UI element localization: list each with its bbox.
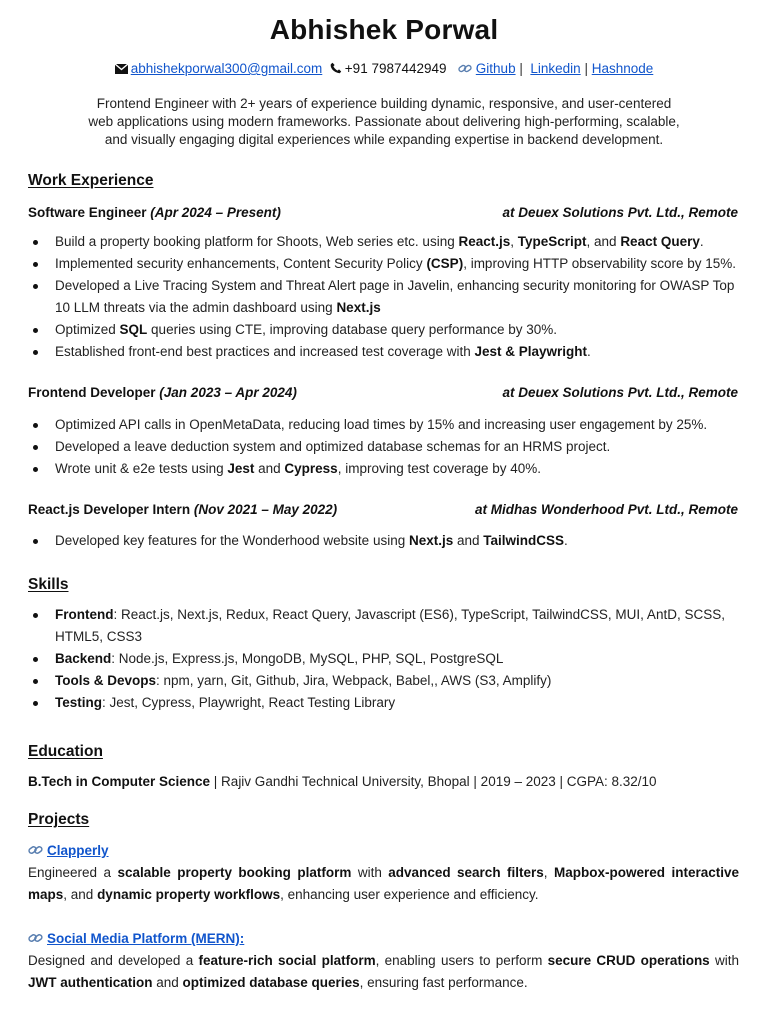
job-header <box>28 502 738 520</box>
list-item: Frontend: React.js, Next.js, Redux, React Query, Javascript (ES6), TypeScript, TailwindCSS, MUI, AntD, SCSS, HTML5, CSS3 <box>28 604 740 648</box>
section-heading-work: Work Experience <box>28 172 154 189</box>
list-item: Backend: Node.js, Express.js, MongoDB, MySQL, PHP, SQL, PostgreSQL <box>28 648 740 670</box>
job-company: at Midhas Wonderhood Pvt. Ltd., Remote <box>474 502 738 517</box>
link-icon <box>458 62 473 77</box>
list-item: Implemented security enhancements, Content Security Policy (CSP), improving HTTP observability score by 15%. <box>28 253 740 275</box>
section-heading-skills: Skills <box>28 576 69 593</box>
email-icon <box>115 62 128 77</box>
project-title <box>28 843 109 859</box>
list-item: Established front-end best practices and increased test coverage with Jest & Playwright. <box>28 341 740 363</box>
job-role: React.js Developer Intern <box>28 502 191 517</box>
job-dates: (Jan 2023 – Apr 2024) <box>159 385 297 400</box>
github-link[interactable]: Github <box>475 61 516 76</box>
job-company: at Deuex Solutions Pvt. Ltd., Remote <box>502 205 738 220</box>
project-link-social-media[interactable]: Social Media Platform (MERN): <box>47 931 245 946</box>
job-company: at Deuex Solutions Pvt. Ltd., Remote <box>502 385 738 400</box>
email-link[interactable]: abhishekporwal300@gmail.com <box>130 61 323 76</box>
job-bullets <box>28 414 740 480</box>
job-dates: (Apr 2024 – Present) <box>150 205 281 220</box>
list-item: Wrote unit & e2e tests using Jest and Cypress, improving test coverage by 40%. <box>28 458 740 480</box>
job-role: Frontend Developer <box>28 385 156 400</box>
linkedin-link[interactable]: Linkedin <box>530 61 581 76</box>
professional-summary: Frontend Engineer with 2+ years of experience building dynamic, responsive, and user-centered web applications using modern frameworks. Passionate about delivering high-performing, scalable, and visually engaging digital experiences while expanding expertise in backend development. <box>88 96 680 147</box>
list-item: Developed a Live Tracing System and Threat Alert page in Javelin, enhancing security monitoring for OWASP Top 10 LLM threats via the admin dashboard using Next.js <box>28 275 740 319</box>
skills-list <box>28 604 740 714</box>
job-header <box>28 205 738 223</box>
project-description: Engineered a scalable property booking platform with advanced search filters, Mapbox-powered interactive maps, and dynamic property workflows, enhancing user experience and efficiency. <box>28 865 739 902</box>
project-link-clapperly[interactable]: Clapperly <box>47 843 109 858</box>
list-item: Optimized SQL queries using CTE, improving database query performance by 30%. <box>28 319 740 341</box>
section-heading-projects: Projects <box>28 811 90 828</box>
contact-line: abhishekporwal300@gmail.com +91 7987442949 Github | Linkedin | Hashnode <box>0 61 768 77</box>
job-header <box>28 385 738 403</box>
job-dates: (Nov 2021 – May 2022) <box>193 502 338 517</box>
link-icon <box>28 844 44 859</box>
job-bullets <box>28 231 740 363</box>
list-item: Tools & Devops: npm, yarn, Git, Github, Jira, Webpack, Babel,, AWS (S3, Amplify) <box>28 670 740 692</box>
phone-icon <box>330 62 342 77</box>
list-item: Developed key features for the Wonderhood website using Next.js and TailwindCSS. <box>28 530 740 552</box>
hashnode-link[interactable]: Hashnode <box>591 61 654 76</box>
list-item: Build a property booking platform for Shoots, Web series etc. using React.js, TypeScript, and React Query. <box>28 231 740 253</box>
education-entry: B.Tech in Computer Science | Rajiv Gandhi Technical University, Bhopal | 2019 – 2023 | CGPA: 8.32/10 <box>28 774 657 789</box>
phone-number: +91 7987442949 <box>344 61 447 76</box>
project-description: Designed and developed a feature-rich social platform, enabling users to perform secure CRUD operations with JWT authentication and optimized database queries, ensuring fast performance. <box>28 953 739 990</box>
candidate-name: Abhishek Porwal <box>269 14 499 45</box>
link-icon <box>28 932 44 947</box>
list-item: Testing: Jest, Cypress, Playwright, React Testing Library <box>28 692 740 714</box>
list-item: Developed a leave deduction system and optimized database schemas for an HRMS project. <box>28 436 740 458</box>
job-bullets <box>28 530 740 552</box>
project-title <box>28 931 244 947</box>
job-role: Software Engineer <box>28 205 147 220</box>
section-heading-education: Education <box>28 743 103 760</box>
list-item: Optimized API calls in OpenMetaData, reducing load times by 15% and increasing user engagement by 25%. <box>28 414 740 436</box>
